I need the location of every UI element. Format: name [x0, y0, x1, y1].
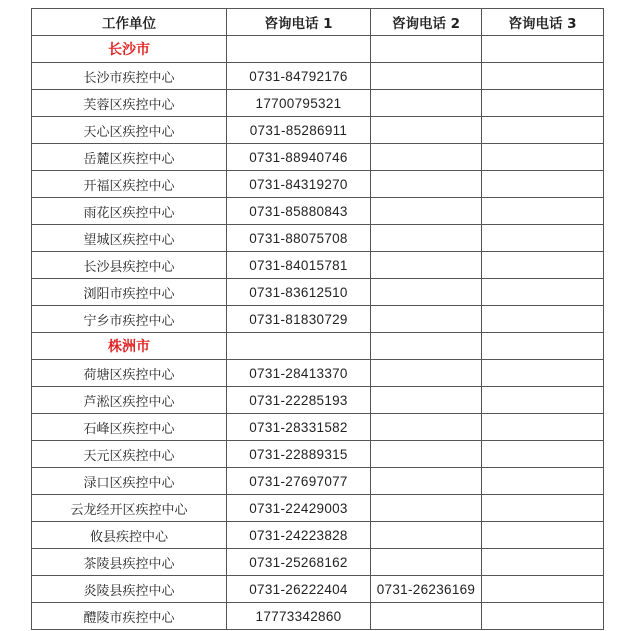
- table-row: [32, 468, 604, 495]
- phone-3: [482, 117, 604, 144]
- phone-1: 0731-81830729: [227, 306, 371, 333]
- phone-2: [371, 144, 482, 171]
- header-phone-2: 咨询电话 2: [371, 9, 482, 36]
- phone-3: [482, 225, 604, 252]
- phone-2: [371, 441, 482, 468]
- phone-2: 0731-26236169: [371, 576, 482, 603]
- phone-3: [482, 603, 604, 630]
- unit-name: 云龙经开区疾控中心: [32, 495, 227, 522]
- phone-3: [482, 387, 604, 414]
- unit-name: 开福区疾控中心: [32, 171, 227, 198]
- phone-2: [371, 225, 482, 252]
- unit-name: 长沙市疾控中心: [32, 63, 227, 90]
- city-name: 长沙市: [32, 36, 227, 63]
- phone-3: [482, 252, 604, 279]
- phone-2: [371, 603, 482, 630]
- phone-1: 17773342860: [227, 603, 371, 630]
- phone-1: 0731-22429003: [227, 495, 371, 522]
- table-row: [32, 117, 604, 144]
- city-name: 株洲市: [32, 333, 227, 360]
- empty-cell: [482, 36, 604, 63]
- table-row: [32, 360, 604, 387]
- unit-name: 宁乡市疾控中心: [32, 306, 227, 333]
- table-row: [32, 495, 604, 522]
- table-row: [32, 252, 604, 279]
- phone-3: [482, 279, 604, 306]
- table-row: [32, 225, 604, 252]
- unit-name: 浏阳市疾控中心: [32, 279, 227, 306]
- phone-1: 0731-22889315: [227, 441, 371, 468]
- empty-cell: [371, 36, 482, 63]
- phone-3: [482, 360, 604, 387]
- empty-cell: [371, 333, 482, 360]
- phone-3: [482, 63, 604, 90]
- phone-1: 0731-25268162: [227, 549, 371, 576]
- table-row: [32, 549, 604, 576]
- phone-2: [371, 252, 482, 279]
- header-phone-1: 咨询电话 1: [227, 9, 371, 36]
- table-body: [32, 36, 604, 630]
- unit-name: 天元区疾控中心: [32, 441, 227, 468]
- header-phone-3: 咨询电话 3: [482, 9, 604, 36]
- unit-name: 醴陵市疾控中心: [32, 603, 227, 630]
- unit-name: 渌口区疾控中心: [32, 468, 227, 495]
- phone-2: [371, 90, 482, 117]
- phone-2: [371, 63, 482, 90]
- phone-1: 0731-26222404: [227, 576, 371, 603]
- phone-1: 0731-28331582: [227, 414, 371, 441]
- phone-1: 0731-24223828: [227, 522, 371, 549]
- phone-1: 0731-84319270: [227, 171, 371, 198]
- unit-name: 雨花区疾控中心: [32, 198, 227, 225]
- header-unit: 工作单位: [32, 9, 227, 36]
- phone-1: 0731-88940746: [227, 144, 371, 171]
- phone-1: 0731-85286911: [227, 117, 371, 144]
- phone-3: [482, 576, 604, 603]
- phone-2: [371, 117, 482, 144]
- phone-2: [371, 387, 482, 414]
- table-header-row: [32, 9, 604, 36]
- phone-2: [371, 522, 482, 549]
- city-section-row: [32, 36, 604, 63]
- empty-cell: [227, 36, 371, 63]
- table-row: [32, 576, 604, 603]
- table-row: [32, 63, 604, 90]
- phone-2: [371, 360, 482, 387]
- phone-1: 0731-85880843: [227, 198, 371, 225]
- table-row: [32, 414, 604, 441]
- phone-3: [482, 90, 604, 117]
- empty-cell: [227, 333, 371, 360]
- phone-3: [482, 414, 604, 441]
- phone-2: [371, 549, 482, 576]
- phone-1: 0731-22285193: [227, 387, 371, 414]
- unit-name: 长沙县疾控中心: [32, 252, 227, 279]
- phone-3: [482, 495, 604, 522]
- phone-3: [482, 522, 604, 549]
- phone-3: [482, 198, 604, 225]
- phone-2: [371, 495, 482, 522]
- phone-3: [482, 144, 604, 171]
- table-row: [32, 198, 604, 225]
- table-row: [32, 441, 604, 468]
- phone-2: [371, 414, 482, 441]
- phone-3: [482, 441, 604, 468]
- phone-1: 0731-84792176: [227, 63, 371, 90]
- phone-1: 0731-88075708: [227, 225, 371, 252]
- phone-3: [482, 306, 604, 333]
- phone-2: [371, 171, 482, 198]
- table-row: [32, 522, 604, 549]
- unit-name: 茶陵县疾控中心: [32, 549, 227, 576]
- table-row: [32, 306, 604, 333]
- phone-2: [371, 468, 482, 495]
- unit-name: 芦淞区疾控中心: [32, 387, 227, 414]
- phone-1: 0731-84015781: [227, 252, 371, 279]
- unit-name: 炎陵县疾控中心: [32, 576, 227, 603]
- phone-1: 17700795321: [227, 90, 371, 117]
- empty-cell: [482, 333, 604, 360]
- city-section-row: [32, 333, 604, 360]
- phone-1: 0731-27697077: [227, 468, 371, 495]
- phone-1: 0731-28413370: [227, 360, 371, 387]
- unit-name: 芙蓉区疾控中心: [32, 90, 227, 117]
- phone-3: [482, 549, 604, 576]
- unit-name: 天心区疾控中心: [32, 117, 227, 144]
- table-row: [32, 603, 604, 630]
- unit-name: 岳麓区疾控中心: [32, 144, 227, 171]
- unit-name: 荷塘区疾控中心: [32, 360, 227, 387]
- table-row: [32, 90, 604, 117]
- phone-1: 0731-83612510: [227, 279, 371, 306]
- table-row: [32, 387, 604, 414]
- table-row: [32, 279, 604, 306]
- table-row: [32, 171, 604, 198]
- phone-3: [482, 468, 604, 495]
- unit-name: 石峰区疾控中心: [32, 414, 227, 441]
- unit-name: 攸县疾控中心: [32, 522, 227, 549]
- phone-2: [371, 198, 482, 225]
- unit-name: 望城区疾控中心: [32, 225, 227, 252]
- phone-2: [371, 279, 482, 306]
- phone-3: [482, 171, 604, 198]
- table-row: [32, 144, 604, 171]
- contact-table: [31, 8, 604, 630]
- phone-2: [371, 306, 482, 333]
